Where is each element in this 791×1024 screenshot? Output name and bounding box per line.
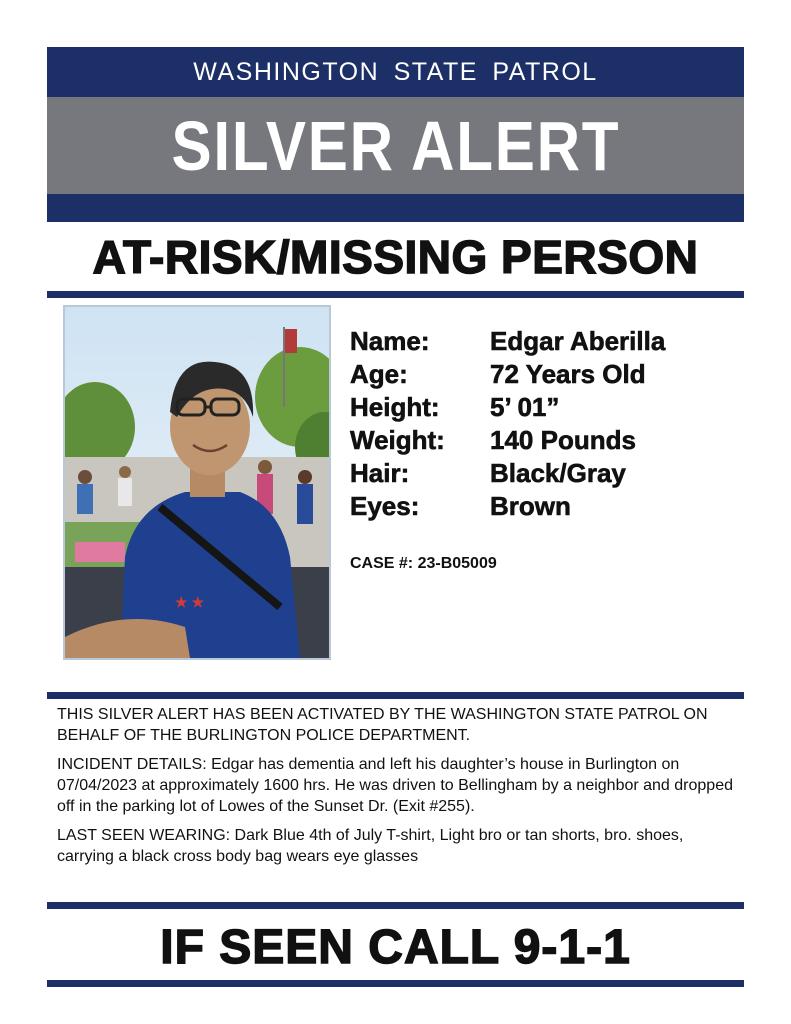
agency-banner [47,47,744,97]
detail-value: 72 Years Old [490,359,646,389]
detail-row-height [350,391,665,424]
detail-label: Height: [350,392,440,422]
detail-label: Age: [350,359,408,389]
detail-value: 140 Pounds [490,425,636,455]
agency-name: WASHINGTON STATE PATROL [193,57,598,86]
call-to-action: IF SEEN CALL 9-1-1 [160,920,631,974]
detail-label: Hair: [350,458,410,488]
detail-row-weight [350,424,665,457]
banner-bottom-band [47,194,744,222]
person-photo [63,305,331,660]
divider-bottom [47,980,744,987]
divider-lower [47,902,744,909]
svg-text:★ ★: ★ ★ [175,594,204,610]
incident-details: INCIDENT DETAILS: Edgar has dementia and left his daughter’s house in Burlington on 07/04/2023 at approximately 1600 hrs. He was driven to Bellingham by a neighbor and dropped off in the parking lot of Lowes of the Sunset Dr. (Exit #255). [57,756,733,815]
last-seen-wearing: LAST SEEN WEARING: Dark Blue 4th of July T-shirt, Light bro or tan shorts, bro. shoes, carrying a black cross body bag wears eye glasses [57,827,684,865]
detail-row-hair [350,457,665,490]
divider-top [47,291,744,298]
detail-label: Eyes: [350,491,420,521]
detail-row-eyes [350,490,665,523]
detail-value: 5’ 01” [490,392,560,422]
alert-type-banner [47,97,744,194]
case-number: CASE #: 23-B05009 [350,555,497,572]
detail-label: Name: [350,326,430,356]
alert-body [57,704,737,875]
activation-text: THIS SILVER ALERT HAS BEEN ACTIVATED BY THE WASHINGTON STATE PATROL ON BEHALF OF THE BURLINGTON POLICE DEPARTMENT. [57,706,708,744]
person-details [350,325,665,523]
detail-row-name [350,325,665,358]
detail-value: Edgar Aberilla [490,326,666,356]
person-photo-illustration [65,307,329,658]
detail-value: Black/Gray [490,458,626,488]
detail-row-age [350,358,665,391]
detail-value: Brown [490,491,571,521]
headline: AT-RISK/MISSING PERSON [92,231,699,283]
divider-middle [47,692,744,699]
alert-type: SILVER ALERT [171,106,620,185]
detail-label: Weight: [350,425,445,455]
